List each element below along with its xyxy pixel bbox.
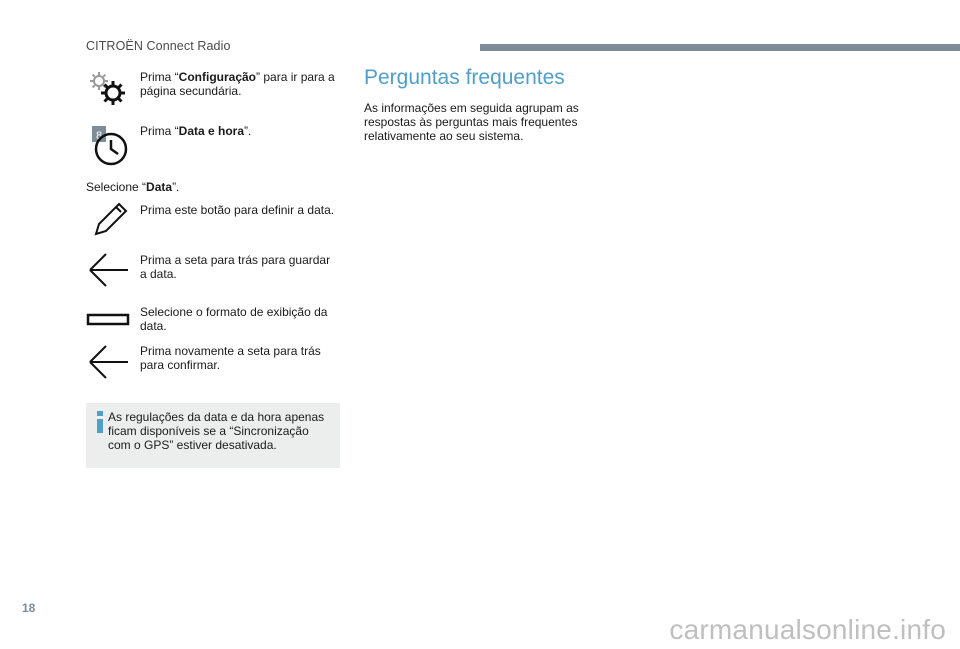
edit-step-text: Prima este botão para definir a data.	[140, 203, 335, 217]
date-label: Data	[146, 180, 173, 194]
pencil-icon	[86, 198, 130, 242]
settings-step-text: Prima “Configuração” para ir para a página secundária.	[140, 70, 335, 98]
header-bar	[480, 44, 960, 51]
format-bar-icon	[86, 300, 130, 344]
clock-badge: 8	[95, 130, 103, 142]
info-note	[86, 403, 340, 468]
watermark: carmanualsonline.info	[669, 614, 946, 645]
settings-gear-icon	[86, 66, 130, 110]
back-arrow-icon	[86, 250, 130, 294]
settings-label: Configuração	[178, 70, 257, 84]
back-confirm-step-text: Prima novamente a seta para trás para confirmar.	[140, 344, 321, 372]
info-note-text: As regulações da data e da hora apenas ficam disponíveis se a “Sincronização com o GPS” estiver desativada.	[108, 410, 325, 452]
page-number: 18	[22, 601, 36, 615]
header-title: CITROËN Connect Radio	[86, 39, 231, 53]
faq-intro: As informações em seguida agrupam as respostas às perguntas mais frequentes relativamente ao seu sistema.	[364, 101, 579, 143]
info-icon	[94, 411, 106, 433]
back-save-step-text: Prima a seta para trás para guardar a data.	[140, 253, 331, 281]
clock-icon	[86, 124, 130, 168]
format-step-text: Selecione o formato de exibição da data.	[140, 305, 328, 333]
back-arrow-icon	[86, 342, 130, 386]
faq-title: Perguntas frequentes	[364, 66, 565, 89]
select-date-text: Selecione “Data”.	[86, 180, 180, 194]
date-time-label: Data e hora	[178, 124, 245, 138]
date-time-step-text: Prima “Data e hora”.	[140, 124, 252, 138]
